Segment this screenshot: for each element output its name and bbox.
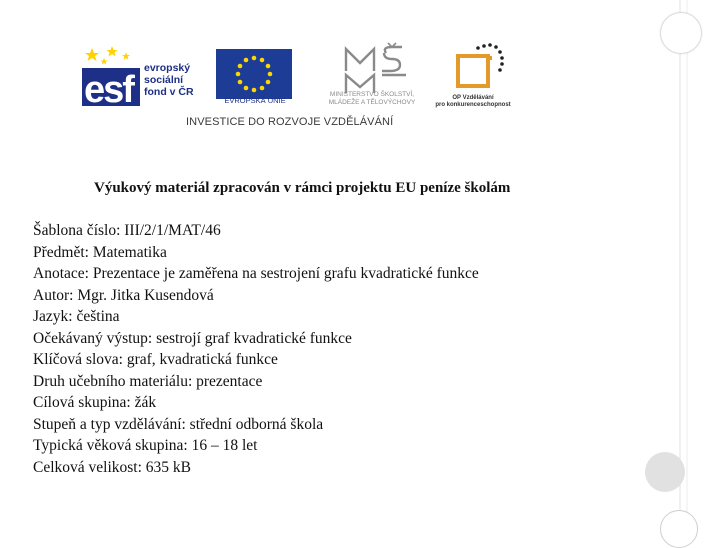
meta-target-group: Cílová skupina: žák [33, 394, 157, 411]
logo-banner [82, 40, 522, 132]
eu-flag-logo [216, 44, 292, 104]
op-vk-caption: OP Vzdělávání pro konkurenceschopnost [435, 95, 511, 108]
slide-heading: Výukový materiál zpracován v rámci projektu EU peníze školám [94, 180, 511, 196]
investice-slogan: INVESTICE DO ROZVOJE VZDĚLÁVÁNÍ [186, 116, 394, 128]
meta-language: Jazyk: čeština [33, 308, 120, 325]
eu-caption: EVROPSKÁ UNIE [224, 96, 286, 105]
meta-author: Autor: Mgr. Jitka Kusendová [33, 286, 214, 304]
meta-subject: Předmět: Matematika [33, 243, 167, 261]
decorative-circle-bottom [645, 452, 685, 492]
meta-age-group: Typická věková skupina: 16 – 18 let [33, 437, 258, 454]
svg-text:esf: esf [84, 69, 133, 106]
meta-education-level: Stupeň a typ vzdělávání: střední odborná škola [33, 415, 324, 433]
meta-template-number: Šablona číslo: III/2/1/MAT/46 [33, 222, 221, 239]
meta-keywords: Klíčová slova: graf, kvadratická funkce [33, 351, 278, 368]
meta-annotation: Anotace: Prezentace je zaměřena na sestrojení grafu kvadratické funkce [33, 265, 479, 282]
msmt-caption: MINISTERSTVO ŠKOLSTVÍ, MLÁDEŽE A TĚLOVÝCHOVY [328, 91, 416, 106]
metadata-list [33, 220, 633, 478]
meta-material-type: Druh učebního materiálu: prezentace [33, 372, 263, 390]
meta-expected-output: Očekávaný výstup: sestrojí graf kvadratické funkce [33, 329, 352, 347]
esf-logo-text: evropský sociální fond v ČR [144, 62, 194, 98]
op-vk-logo [448, 42, 518, 92]
decorative-circle-corner [660, 510, 698, 548]
decorative-circle-top [660, 12, 702, 54]
meta-total-size: Celková velikost: 635 kB [33, 458, 192, 476]
